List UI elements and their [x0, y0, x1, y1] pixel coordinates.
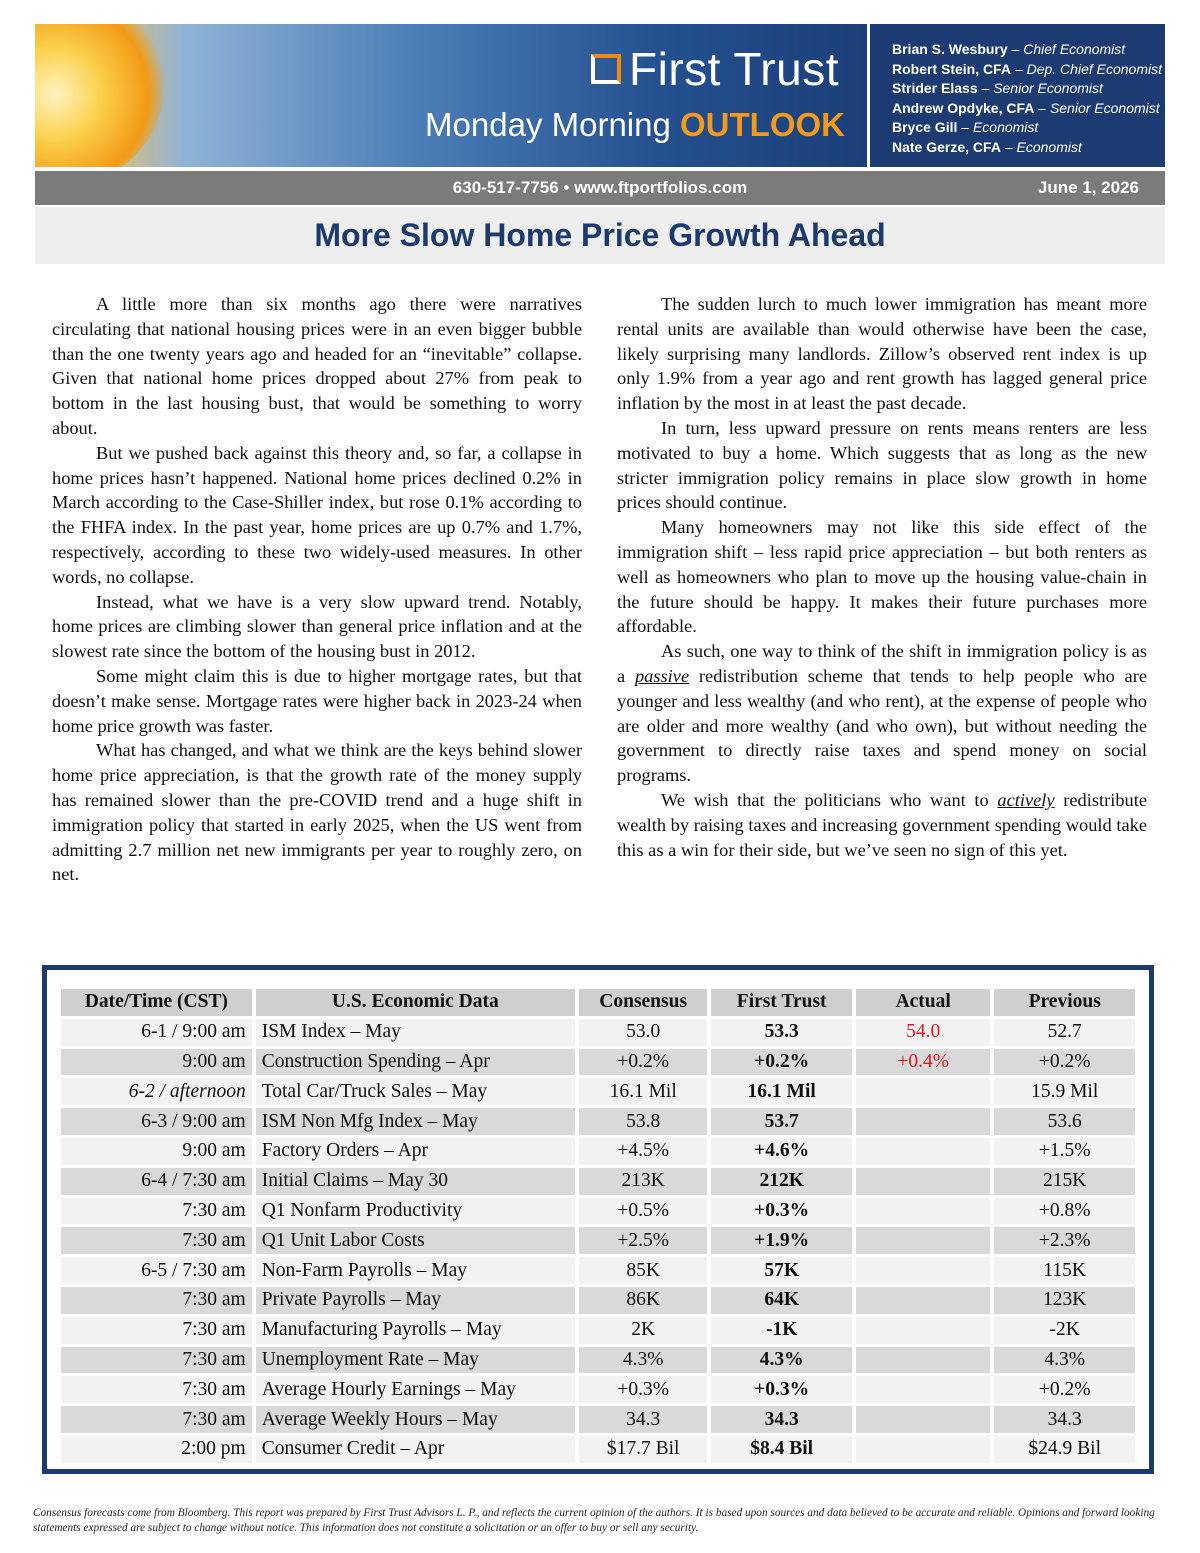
row-first-trust: $8.4 Bil — [711, 1436, 852, 1463]
row-previous: +1.5% — [994, 1138, 1135, 1165]
table-row — [61, 1138, 1135, 1165]
row-previous: 53.6 — [994, 1108, 1135, 1135]
row-consensus: 16.1 Mil — [579, 1078, 707, 1105]
row-consensus: 2K — [579, 1317, 707, 1344]
row-actual — [856, 1287, 991, 1314]
staff-entry: Robert Stein, CFA – Dep. Chief Economist — [892, 60, 1162, 77]
staff-name: Brian S. Wesbury — [892, 41, 1008, 57]
row-actual — [856, 1347, 991, 1374]
paragraph: Many homeowners may not like this side effect of the immigration shift – less rapid price appreciation – but both renters as well as homeowners who plan to move up the housing value-chain in the future should be happy. It makes their future purchases more affordable. — [617, 517, 1147, 637]
publication-emphasis: OUTLOOK — [680, 106, 845, 143]
row-consensus: 53.0 — [579, 1019, 707, 1046]
row-actual — [856, 1257, 991, 1284]
row-first-trust: 53.7 — [711, 1108, 852, 1135]
row-consensus: 85K — [579, 1257, 707, 1284]
row-previous: 215K — [994, 1168, 1135, 1195]
row-actual: +0.4% — [856, 1049, 991, 1076]
table-row — [61, 1168, 1135, 1195]
paragraph: In turn, less upward pressure on rents means renters are less motivated to buy a home. Which suggests that as long as the new stricter immigration policy remains in place slow growth in home prices should continue. — [617, 417, 1147, 513]
paragraph: But we pushed back against this theory and, so far, a collapse in home prices hasn’t happened. National home prices declined 0.2% in March according to the Case-Shiller index, but rose 0.1% according to the FHFA index. In the past year, home prices are up 0.7% and 1.7%, respectively, according to these two widely-used measures. In other words, no collapse. — [52, 442, 582, 587]
staff-list — [870, 24, 1165, 167]
row-indicator: Q1 Unit Labor Costs — [256, 1227, 575, 1254]
row-indicator: Average Hourly Earnings – May — [256, 1376, 575, 1403]
table-header-row — [61, 989, 1135, 1016]
table-row — [61, 1347, 1135, 1374]
banner-artwork — [35, 24, 867, 167]
row-previous: +2.3% — [994, 1227, 1135, 1254]
staff-title: Senior Economist — [993, 80, 1103, 96]
row-consensus: 4.3% — [579, 1347, 707, 1374]
logo-square-icon — [591, 54, 621, 84]
row-consensus: 86K — [579, 1287, 707, 1314]
issue-date: June 1, 2026 — [1037, 178, 1139, 197]
row-time: 6-5 / 7:30 am — [61, 1257, 252, 1284]
row-time: 6-1 / 9:00 am — [61, 1019, 252, 1046]
row-indicator: Private Payrolls – May — [256, 1287, 575, 1314]
row-first-trust: 212K — [711, 1168, 852, 1195]
row-previous: 34.3 — [994, 1406, 1135, 1433]
row-indicator: ISM Non Mfg Index – May — [256, 1108, 575, 1135]
row-first-trust: 4.3% — [711, 1347, 852, 1374]
row-first-trust: +4.6% — [711, 1138, 852, 1165]
staff-title: Dep. Chief Economist — [1026, 60, 1162, 77]
row-previous: +0.8% — [994, 1198, 1135, 1225]
paragraph: A little more than six months ago there were narratives circulating that national housing prices were in an even bigger bubble than the one twenty years ago and headed for an “inevitable” collapse. Given that national home prices dropped about 27% from peak to bottom in the last housing bust, that would be something to worry about. — [52, 294, 582, 438]
row-time: 9:00 am — [61, 1138, 252, 1165]
publication-name — [425, 106, 845, 144]
row-indicator: Q1 Nonfarm Productivity — [256, 1198, 575, 1225]
row-previous: 15.9 Mil — [994, 1078, 1135, 1105]
row-consensus: +2.5% — [579, 1227, 707, 1254]
column-header: Previous — [994, 989, 1135, 1016]
row-actual — [856, 1436, 991, 1463]
row-consensus: +0.2% — [579, 1049, 707, 1076]
staff-entry: Nate Gerze, CFA – Economist — [892, 138, 1082, 155]
contact-bar — [35, 171, 1165, 205]
row-first-trust: -1K — [711, 1317, 852, 1344]
staff-entry: Bryce Gill – Economist — [892, 119, 1039, 135]
table-row — [61, 1376, 1135, 1403]
brand-name: First Trust — [629, 43, 839, 95]
paragraph: The sudden lurch to much lower immigration has meant more rental units are available than would otherwise have been the case, likely surprising many landlords. Zillow’s observed rent index is up only 1.9% from a year ago and rent growth has lagged general price inflation by the most in at least the past decade. — [617, 294, 1147, 414]
table-row — [61, 1317, 1135, 1344]
row-time: 7:30 am — [61, 1317, 252, 1344]
paragraph-text: As such, one way to think of the shift in immigration policy is as a — [617, 641, 1147, 686]
row-consensus: +0.5% — [579, 1198, 707, 1225]
row-indicator: ISM Index – May — [256, 1019, 575, 1046]
row-indicator: Manufacturing Payrolls – May — [256, 1317, 575, 1344]
table-row — [61, 1019, 1135, 1046]
row-first-trust: +0.3% — [711, 1198, 852, 1225]
row-indicator: Average Weekly Hours – May — [256, 1406, 575, 1433]
row-previous: 115K — [994, 1257, 1135, 1284]
row-first-trust: +0.3% — [711, 1376, 852, 1403]
staff-entry: Strider Elass – Senior Economist — [892, 80, 1103, 96]
first-trust-logo — [591, 42, 839, 96]
row-time: 7:30 am — [61, 1376, 252, 1403]
sun-graphic — [35, 24, 165, 167]
economic-data-table — [57, 986, 1139, 1466]
row-time: 7:30 am — [61, 1347, 252, 1374]
row-first-trust: +0.2% — [711, 1049, 852, 1076]
row-indicator: Initial Claims – May 30 — [256, 1168, 575, 1195]
row-indicator: Unemployment Rate – May — [256, 1347, 575, 1374]
row-time: 7:30 am — [61, 1198, 252, 1225]
emphasis-passive: passive — [634, 665, 690, 686]
row-previous: +0.2% — [994, 1376, 1135, 1403]
staff-name: Bryce Gill — [892, 119, 958, 135]
paragraph: What has changed, and what we think are the keys behind slower home price appreciation, is that the growth rate of the money supply has remained slower than the pre-COVID trend and a huge shift in immigration policy that started in early 2025, when the US went from admitting 2.7 million net new immigrants per year to roughly zero, on net. — [52, 740, 582, 885]
row-actual — [856, 1108, 991, 1135]
staff-title: Economist — [1016, 138, 1082, 155]
row-previous: 123K — [994, 1287, 1135, 1314]
row-consensus: 213K — [579, 1168, 707, 1195]
row-actual — [856, 1376, 991, 1403]
table-row — [61, 1257, 1135, 1284]
table-body — [61, 1019, 1135, 1463]
column-header: Date/Time (CST) — [61, 989, 252, 1016]
row-time: 6-3 / 9:00 am — [61, 1108, 252, 1135]
row-actual — [856, 1078, 991, 1105]
row-previous: 4.3% — [994, 1347, 1135, 1374]
row-time: 6-4 / 7:30 am — [61, 1168, 252, 1195]
row-indicator: Total Car/Truck Sales – May — [256, 1078, 575, 1105]
column-header: Consensus — [579, 989, 707, 1016]
table-row — [61, 1108, 1135, 1135]
column-header: First Trust — [711, 989, 852, 1016]
table-row — [61, 1436, 1135, 1463]
contact-info[interactable]: 630-517-7756 • www.ftportfolios.com — [452, 178, 748, 197]
table-row — [61, 1198, 1135, 1225]
row-actual — [856, 1227, 991, 1254]
row-time: 7:30 am — [61, 1227, 252, 1254]
article-title: More Slow Home Price Growth Ahead — [35, 207, 1165, 264]
paragraph: Some might claim this is due to higher mortgage rates, but that doesn’t make sense. Mortgage rates were higher back in 2023-24 when home price growth was faster. — [52, 665, 582, 736]
staff-title: Chief Economist — [1023, 41, 1126, 57]
row-consensus: +4.5% — [579, 1138, 707, 1165]
row-time: 6-2 / afternoon — [61, 1078, 252, 1105]
staff-name: Strider Elass — [892, 80, 978, 96]
row-actual: 54.0 — [856, 1019, 991, 1046]
row-first-trust: 57K — [711, 1257, 852, 1284]
staff-title: Economist — [972, 119, 1039, 135]
row-previous: -2K — [994, 1317, 1135, 1344]
row-consensus: 34.3 — [579, 1406, 707, 1433]
column-header: Actual — [856, 989, 991, 1016]
row-actual — [856, 1168, 991, 1195]
row-first-trust: 53.3 — [711, 1019, 852, 1046]
row-first-trust: 34.3 — [711, 1406, 852, 1433]
table-row — [61, 1227, 1135, 1254]
row-actual — [856, 1406, 991, 1433]
row-actual — [856, 1317, 991, 1344]
row-indicator: Factory Orders – Apr — [256, 1138, 575, 1165]
paragraph-text: redistribution scheme that tends to help people who are younger and less wealthy (and who rent), at the expense of people who are older and more wealthy (and who own), but without needing the government to directly raise taxes and spend money on social programs. — [617, 665, 1148, 786]
row-previous: 52.7 — [994, 1019, 1135, 1046]
staff-entry: Andrew Opdyke, CFA – Senior Economist — [892, 99, 1160, 116]
row-first-trust: 64K — [711, 1287, 852, 1314]
staff-entry: Brian S. Wesbury – Chief Economist — [892, 41, 1126, 57]
table-row — [61, 1406, 1135, 1433]
paragraph-text: We wish that the politicians who want to — [661, 789, 998, 810]
staff-name: Nate Gerze, CFA — [892, 138, 1001, 155]
row-consensus: +0.3% — [579, 1376, 707, 1403]
article-column-left — [52, 292, 582, 887]
row-indicator: Consumer Credit – Apr — [256, 1436, 575, 1463]
publication-prefix: Monday Morning — [425, 106, 671, 143]
column-header: U.S. Economic Data — [256, 989, 575, 1016]
row-actual — [856, 1138, 991, 1165]
economic-calendar — [42, 965, 1154, 1474]
row-time: 7:30 am — [61, 1287, 252, 1314]
row-first-trust: +1.9% — [711, 1227, 852, 1254]
row-first-trust: 16.1 Mil — [711, 1078, 852, 1105]
table-row — [61, 1287, 1135, 1314]
paragraph: Instead, what we have is a very slow upward trend. Notably, home prices are climbing slower than general price inflation and at the slowest rate since the bottom of the housing bust in 2012. — [52, 591, 582, 662]
staff-name: Andrew Opdyke, CFA — [892, 99, 1035, 116]
row-previous: +0.2% — [994, 1049, 1135, 1076]
paragraph — [617, 639, 1147, 788]
emphasis-actively: actively — [997, 789, 1055, 810]
table-row — [61, 1078, 1135, 1105]
row-actual — [856, 1198, 991, 1225]
row-time: 9:00 am — [61, 1049, 252, 1076]
row-consensus: 53.8 — [579, 1108, 707, 1135]
staff-title: Senior Economist — [1049, 99, 1160, 116]
row-indicator: Construction Spending – Apr — [256, 1049, 575, 1076]
header-banner — [35, 24, 1165, 167]
disclaimer: Consensus forecasts come from Bloomberg. This report was prepared by First Trust Advisors L. P., and reflects the current opinion of the authors. It is based upon sources and data believed to be accurate and reliable. Opinions and forward looking statements expressed are subject to change without notice. This information does not constitute a solicitation or an offer to buy or sell any security. — [33, 1507, 1155, 1534]
staff-name: Robert Stein, CFA — [892, 60, 1012, 77]
row-previous: $24.9 Bil — [994, 1436, 1135, 1463]
row-time: 2:00 pm — [61, 1436, 252, 1463]
row-consensus: $17.7 Bil — [579, 1436, 707, 1463]
table-row — [61, 1049, 1135, 1076]
paragraph-text: redistribute wealth by raising taxes and increasing government spending would take this as a win for their side, but we’ve seen no sign of this yet. — [617, 789, 1147, 860]
paragraph — [617, 788, 1147, 862]
row-indicator: Non-Farm Payrolls – May — [256, 1257, 575, 1284]
row-time: 7:30 am — [61, 1406, 252, 1433]
article-column-right — [617, 292, 1147, 862]
